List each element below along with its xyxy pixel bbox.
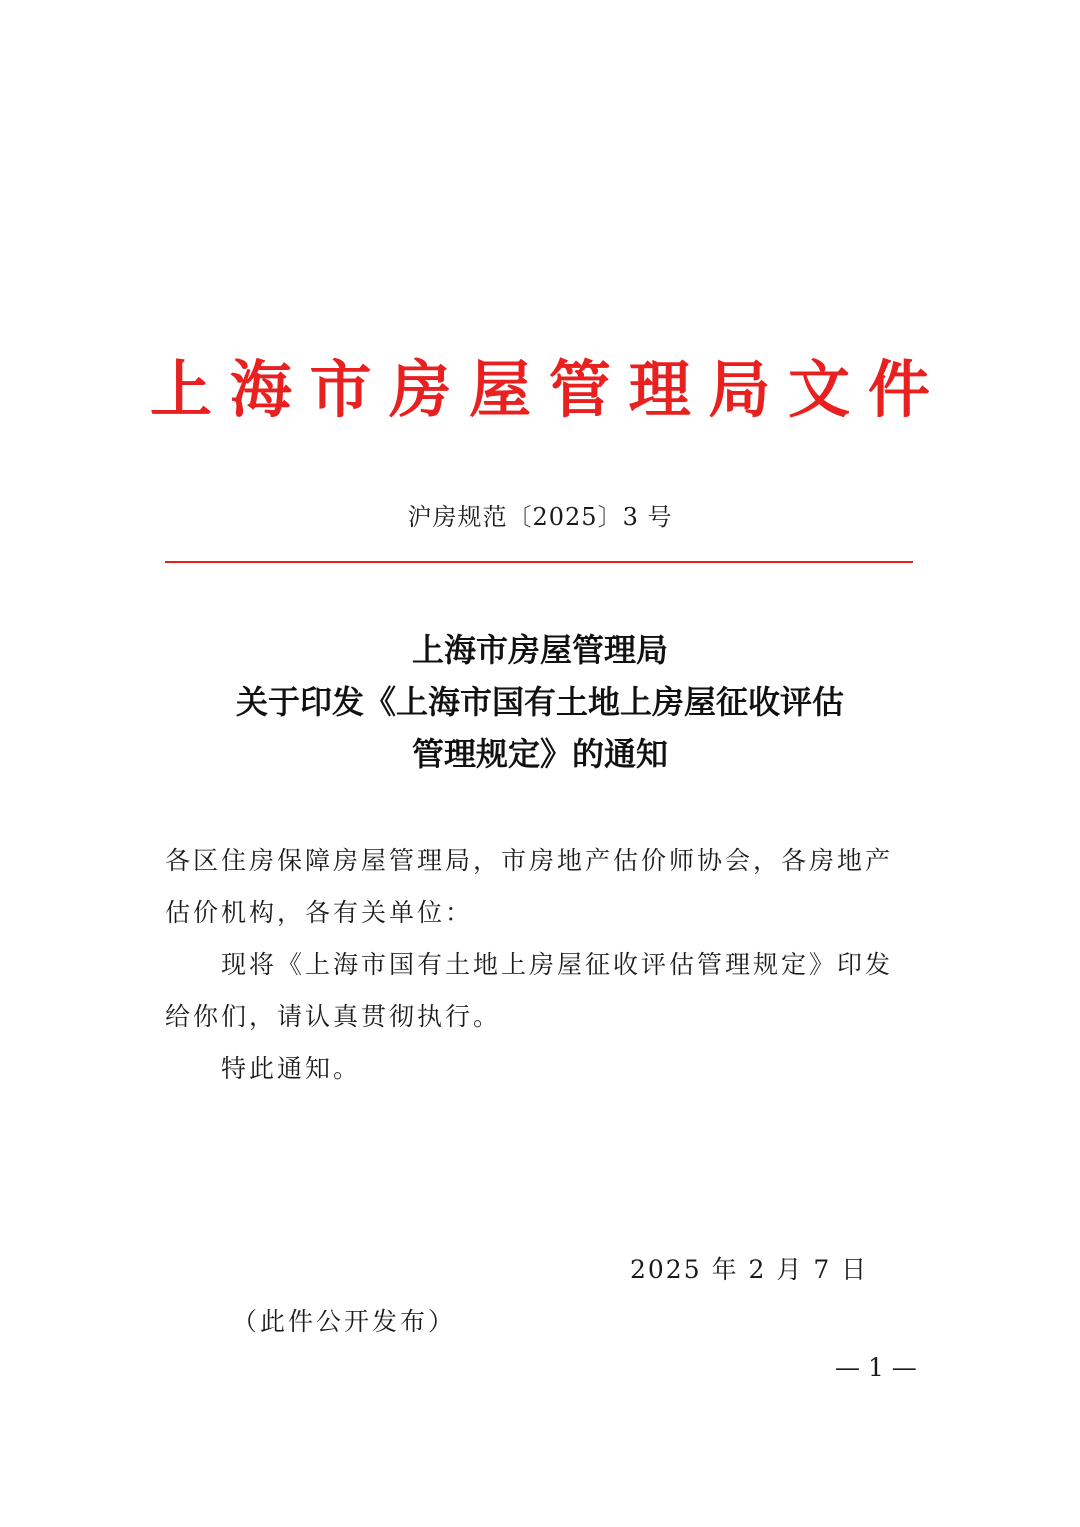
title-line-3: 管理规定》的通知 [411,735,668,773]
title-line-1: 上海市房屋管理局 [411,631,668,669]
addressees: 各区住房保障房屋管理局，市房地产估价师协会，各房地产估价机构，各有关单位： [165,846,894,927]
header-char: 上 [150,353,213,426]
header-char: 件 [867,353,930,426]
header-char: 文 [788,353,851,426]
header-char: 管 [548,353,611,426]
header-char: 屋 [469,353,532,426]
title-line-2: 关于印发《上海市国有土地上房屋征收评估 [235,683,844,721]
document-body [165,835,915,1095]
header-char: 海 [229,353,292,426]
red-divider [165,561,913,563]
document-title [0,624,1080,780]
closing-line: 特此通知。 [221,1054,362,1083]
page-number: — 1 — [835,1353,917,1382]
public-release-note: （此件公开发布） [232,1307,457,1336]
header-char: 市 [309,353,372,426]
header-char: 理 [628,353,691,426]
header-char: 局 [708,353,771,426]
red-header-title [150,345,930,435]
body-paragraph: 现将《上海市国有土地上房屋征收评估管理规定》印发给你们，请认真贯彻执行。 [165,950,894,1031]
header-char: 房 [389,353,452,426]
issue-date: 2025 年 2 月 7 日 [630,1255,869,1284]
document-number: 沪房规范〔2025〕3 号 [407,503,673,531]
